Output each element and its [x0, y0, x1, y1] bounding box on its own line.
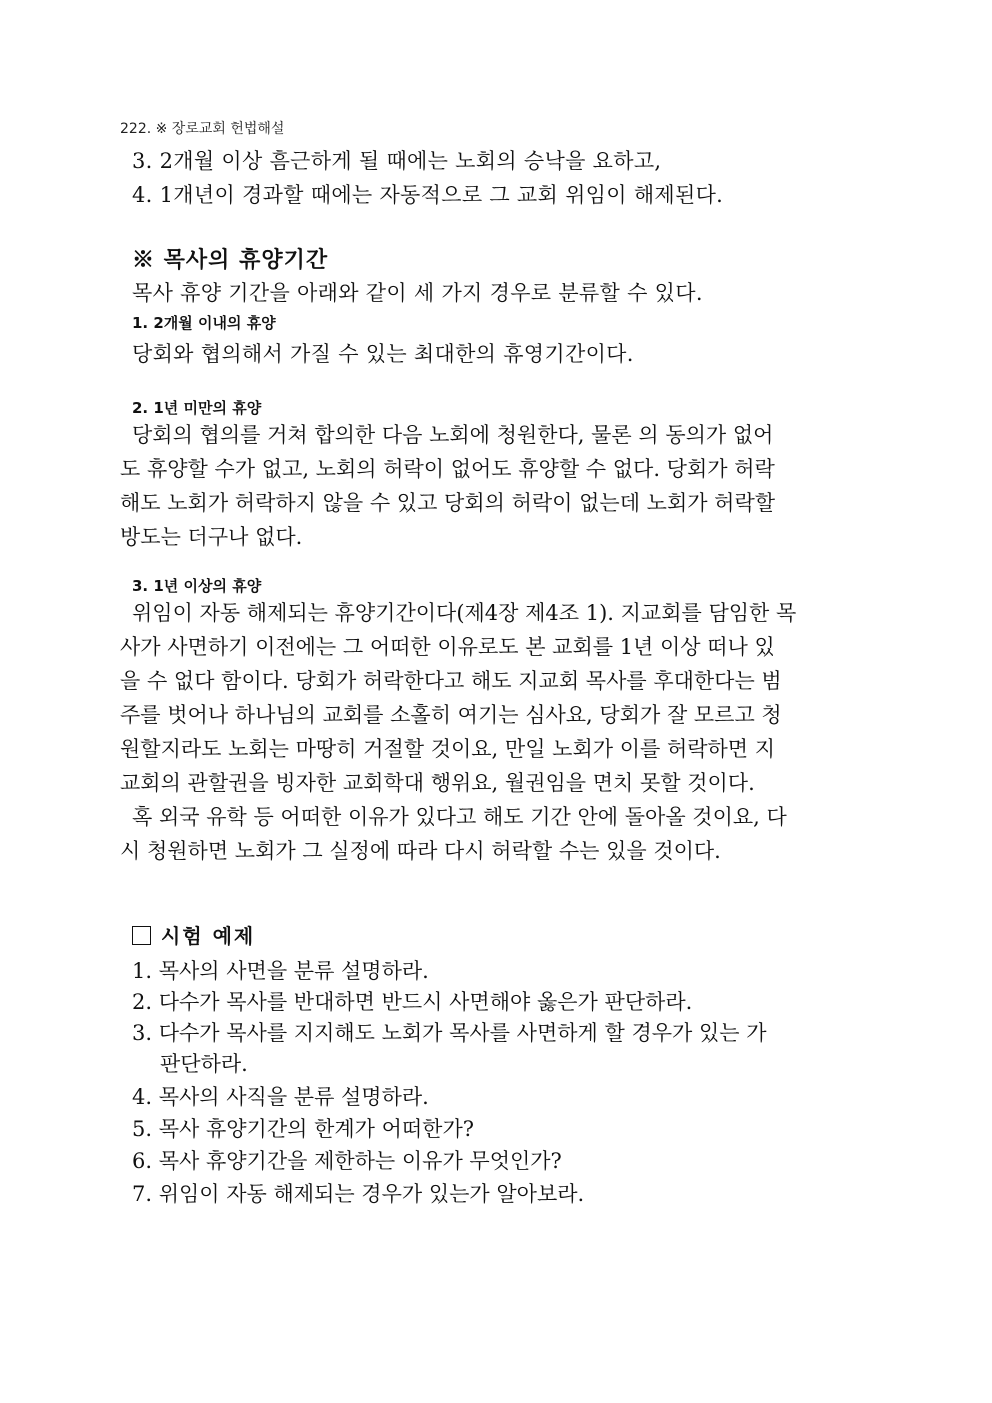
page-header [120, 118, 284, 138]
case-text-line: 방도는 더구나 없다. [120, 525, 303, 549]
exam-question: 1. 목사의 사면을 분류 설명하라. [132, 959, 429, 983]
case-text-line: 도 휴양할 수가 없고, 노회의 허락이 없어도 휴양할 수 없다. 당회가 허락 [120, 457, 775, 481]
case-paragraph [120, 596, 872, 868]
case-text-line: 해도 노회가 허락하지 않을 수 있고 당회의 허락이 없는데 노회가 허락할 [120, 491, 776, 515]
case-text-line: 당회와 협의해서 가질 수 있는 최대한의 휴영기간이다. [132, 342, 634, 366]
case-text-line: 교회의 관할권을 빙자한 교회학대 행위요, 월권임을 면치 못할 것이다. [120, 771, 755, 795]
page-number: 222. [120, 121, 152, 137]
exam-question-continuation: 판단하라. [160, 1052, 248, 1076]
case-paragraph [120, 418, 872, 554]
exam-question: 4. 목사의 사직을 분류 설명하라. [132, 1085, 429, 1109]
exam-question: 7. 위임이 자동 해제되는 경우가 있는가 알아보라. [132, 1182, 585, 1206]
section-intro: 목사 휴양 기간을 아래와 같이 세 가지 경우로 분류할 수 있다. [132, 281, 703, 305]
case-text-line: 위임이 자동 해제되는 휴양기간이다(제4장 제4조 1). 지교회를 담임한 목 [132, 601, 797, 625]
exam-question: 6. 목사 휴양기간을 제한하는 이유가 무엇인가? [132, 1149, 562, 1173]
case-heading: 3. 1년 이상의 휴양 [132, 577, 262, 595]
case-heading: 2. 1년 미만의 휴양 [132, 399, 262, 417]
case-text-line: 을 수 없다 함이다. 당회가 허락한다고 해도 지교회 목사를 후대한다는 범 [120, 669, 782, 693]
intro-item: 3. 2개월 이상 흠근하게 될 때에는 노회의 승낙을 요하고, [132, 149, 662, 173]
exam-question: 3. 다수가 목사를 지지해도 노회가 목사를 사면하게 할 경우가 있는 가 [132, 1021, 767, 1045]
case-heading: 1. 2개월 이내의 휴양 [132, 314, 276, 332]
case-text-line: 시 청원하면 노회가 그 실정에 따라 다시 허락할 수는 있을 것이다. [120, 839, 721, 863]
case-text-line: 주를 벗어나 하나님의 교회를 소홀히 여기는 심사요, 당회가 잘 모르고 청 [120, 703, 782, 727]
case-text-line: 원할지라도 노회는 마땅히 거절할 것이요, 만일 노회가 이를 허락하면 지 [120, 737, 776, 761]
exam-question: 2. 다수가 목사를 반대하면 반드시 사면해야 옳은가 판단하라. [132, 990, 693, 1014]
running-title: ※ 장로교회 헌법해설 [155, 121, 285, 137]
checkbox-square-icon [132, 926, 151, 945]
exam-title-text: 시험 예제 [161, 924, 256, 948]
case-text-line: 당회의 협의를 거쳐 합의한 다음 노회에 청원한다, 물론 의 동의가 없어 [132, 423, 774, 447]
exam-question: 5. 목사 휴양기간의 한계가 어떠한가? [132, 1117, 474, 1141]
case-text-line: 혹 외국 유학 등 어떠한 이유가 있다고 해도 기간 안에 돌아올 것이요, 다 [132, 805, 787, 829]
case-text-line: 사가 사면하기 이전에는 그 어떠한 이유로도 본 교회를 1년 이상 떠나 있 [120, 635, 775, 659]
section-title: ※ 목사의 휴양기간 [132, 247, 329, 273]
intro-item: 4. 1개년이 경과할 때에는 자동적으로 그 교회 위임이 해제된다. [132, 183, 724, 207]
exam-section-title [132, 920, 255, 949]
